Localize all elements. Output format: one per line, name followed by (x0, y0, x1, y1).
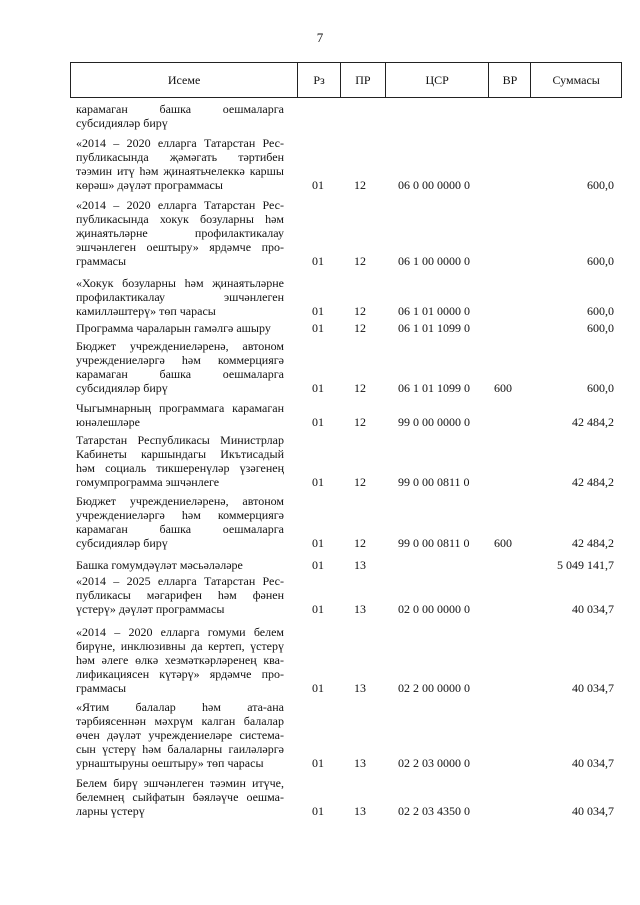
description-line: учреждениеләргә һәм коммерциягә (76, 508, 284, 523)
pr-code: 12 (354, 178, 366, 193)
rz-code: 01 (312, 558, 324, 572)
sum-value: 42 484,2 (572, 475, 614, 490)
description-line: карамаган башка оешмаларга (76, 102, 284, 116)
sum-value: 600,0 (587, 304, 614, 319)
row-description (76, 102, 284, 130)
description-line: публикасында җәмәгать тәртибен (76, 150, 284, 165)
description-line: һәм әлеге өлкә хезмәткәрләренең ква- (76, 653, 284, 668)
sum-value: 40 034,7 (572, 756, 614, 771)
description-line: «2014 – 2020 елларга Татарстан Рес- (76, 136, 284, 150)
description-line: җинаятьләрне профилактикалау (76, 226, 284, 241)
sum-value: 600,0 (587, 321, 614, 335)
description-line: карамаган башка оешмаларга (76, 522, 284, 537)
pr-code: 12 (354, 254, 366, 269)
description-line: сын үстерү һәм балаларны гаиләләргә (76, 742, 284, 757)
description-line: камилләштерү» төп чарасы (76, 304, 216, 319)
pr-code: 13 (354, 681, 366, 696)
pr-code: 12 (354, 321, 366, 335)
description-line: эшчәнлеген оештыру» ярдәмче про- (76, 240, 284, 255)
csr-code: 06 1 01 1099 0 (398, 321, 470, 335)
sum-value: 42 484,2 (572, 415, 614, 430)
description-line: «Ятим балалар һәм ата-ана (76, 700, 284, 714)
table-header (70, 62, 622, 98)
csr-code: 99 0 00 0000 0 (398, 415, 470, 430)
row-description (76, 321, 284, 335)
rz-code: 01 (312, 381, 324, 396)
pr-code: 12 (354, 475, 366, 490)
pr-code: 13 (354, 756, 366, 771)
vr-code: 600 (494, 536, 512, 551)
csr-code: 02 2 03 4350 0 (398, 804, 470, 819)
header-vr: ВР (489, 63, 531, 97)
description-line: Чыгымнарның программага карамаган (76, 401, 284, 415)
header-rz: Рз (298, 63, 341, 97)
csr-code: 02 2 00 0000 0 (398, 681, 470, 696)
pr-code: 12 (354, 415, 366, 430)
header-csr: ЦСР (386, 63, 490, 97)
row-description (76, 136, 284, 192)
description-line: гомумпрограмма эшчәнлеге (76, 475, 220, 490)
header-sum: Суммасы (552, 72, 600, 87)
csr-code: 06 1 01 0000 0 (398, 304, 470, 319)
description-line: үстерү» дәүләт программасы (76, 602, 225, 617)
page-number: 7 (316, 30, 324, 45)
description-line: белемнең сыйфатын бәяләүче оешма- (76, 790, 284, 805)
description-line: Кабинеты каршындагы Икътисадый (76, 447, 284, 462)
csr-code: 99 0 00 0811 0 (398, 536, 470, 551)
row-description (76, 433, 284, 489)
description-line: карамаган башка оешмаларга (76, 367, 284, 382)
description-line: граммасы (76, 681, 127, 696)
row-description (76, 494, 284, 550)
description-line: ларны үстерү (76, 804, 145, 819)
sum-value: 40 034,7 (572, 602, 614, 617)
csr-code: 06 1 00 0000 0 (398, 254, 470, 269)
sum-value: 40 034,7 (572, 804, 614, 819)
sum-value: 600,0 (587, 178, 614, 193)
rz-code: 01 (312, 321, 324, 335)
description-line: бирүне, инклюзивны да кертеп, үстерү (76, 639, 284, 654)
pr-code: 12 (354, 381, 366, 396)
row-description (76, 776, 284, 818)
pr-code: 13 (354, 804, 366, 819)
pr-code: 12 (354, 536, 366, 551)
rz-code: 01 (312, 804, 324, 819)
csr-code: 99 0 00 0811 0 (398, 475, 470, 490)
description-line: көрәш» дәүләт программасы (76, 178, 223, 193)
pr-code: 12 (354, 304, 366, 319)
rz-code: 01 (312, 602, 324, 617)
csr-code: 06 0 00 0000 0 (398, 178, 470, 193)
row-description (76, 339, 284, 395)
description-line: Татарстан Республикасы Министрлар (76, 433, 284, 447)
rz-code: 01 (312, 304, 324, 319)
csr-code: 02 2 03 0000 0 (398, 756, 470, 771)
description-line: «2014 – 2020 елларга гомуми белем (76, 625, 284, 639)
description-line: «2014 – 2020 елларга Татарстан Рес- (76, 198, 284, 212)
description-line: урнаштыруны оештыру» төп чарасы (76, 756, 264, 771)
description-line: «Хокук бозуларны һәм җинаятьләрне (76, 276, 284, 290)
description-line: Программа чараларын гамәлгә ашыру (76, 321, 271, 335)
csr-code: 02 0 00 0000 0 (398, 602, 470, 617)
description-line: публикасы мәгарифен һәм фәнен (76, 588, 284, 603)
row-description (76, 276, 284, 318)
sum-value: 42 484,2 (572, 536, 614, 551)
sum-value: 600,0 (587, 254, 614, 269)
row-description (76, 625, 284, 695)
pr-code: 13 (354, 602, 366, 617)
description-line: Башка гомумдәүләт мәсьәләләре (76, 558, 243, 572)
csr-code: 06 1 01 1099 0 (398, 381, 470, 396)
row-description (76, 700, 284, 770)
row-description (76, 558, 284, 572)
row-description (76, 198, 284, 268)
rz-code: 01 (312, 178, 324, 193)
header-name: Исеме (71, 63, 298, 97)
description-line: профилактикалау эшчәнлеген (76, 290, 284, 305)
rz-code: 01 (312, 756, 324, 771)
sum-value: 40 034,7 (572, 681, 614, 696)
description-line: Белем бирү эшчәнлеген тәэмин итүче, (76, 776, 284, 790)
rz-code: 01 (312, 536, 324, 551)
row-description (76, 401, 284, 429)
description-line: юнәлешләре (76, 415, 140, 430)
rz-code: 01 (312, 475, 324, 490)
description-line: һәм социаль тикшеренүләр үзәгенең (76, 461, 284, 476)
description-line: Бюджет учреждениеләренә, автоном (76, 494, 284, 508)
sum-value: 5 049 141,7 (557, 558, 614, 572)
description-line: субсидияләр бирү (76, 536, 168, 551)
description-line: учреждениеләргә һәм коммерциягә (76, 353, 284, 368)
description-line: граммасы (76, 254, 127, 269)
description-line: публикасында хокук бозуларны һәм (76, 212, 284, 227)
pr-code: 13 (354, 558, 366, 572)
description-line: лификациясен күтәрү» ярдәмче про- (76, 667, 284, 682)
description-line: тәрбиясеннән мәхрүм калган балалар (76, 714, 284, 729)
description-line: Бюджет учреждениеләренә, автоном (76, 339, 284, 353)
rz-code: 01 (312, 254, 324, 269)
description-line: субсидияләр бирү (76, 116, 168, 131)
header-pr: ПР (341, 63, 386, 97)
sum-value: 600,0 (587, 381, 614, 396)
rz-code: 01 (312, 415, 324, 430)
description-line: «2014 – 2025 елларга Татарстан Рес- (76, 574, 284, 588)
vr-code: 600 (494, 381, 512, 396)
description-line: тәэмин итү һәм җинаятьчелеккә каршы (76, 164, 284, 179)
description-line: субсидияләр бирү (76, 381, 168, 396)
row-description (76, 574, 284, 616)
description-line: өчен дәүләт учреждениеләре система- (76, 728, 284, 743)
rz-code: 01 (312, 681, 324, 696)
